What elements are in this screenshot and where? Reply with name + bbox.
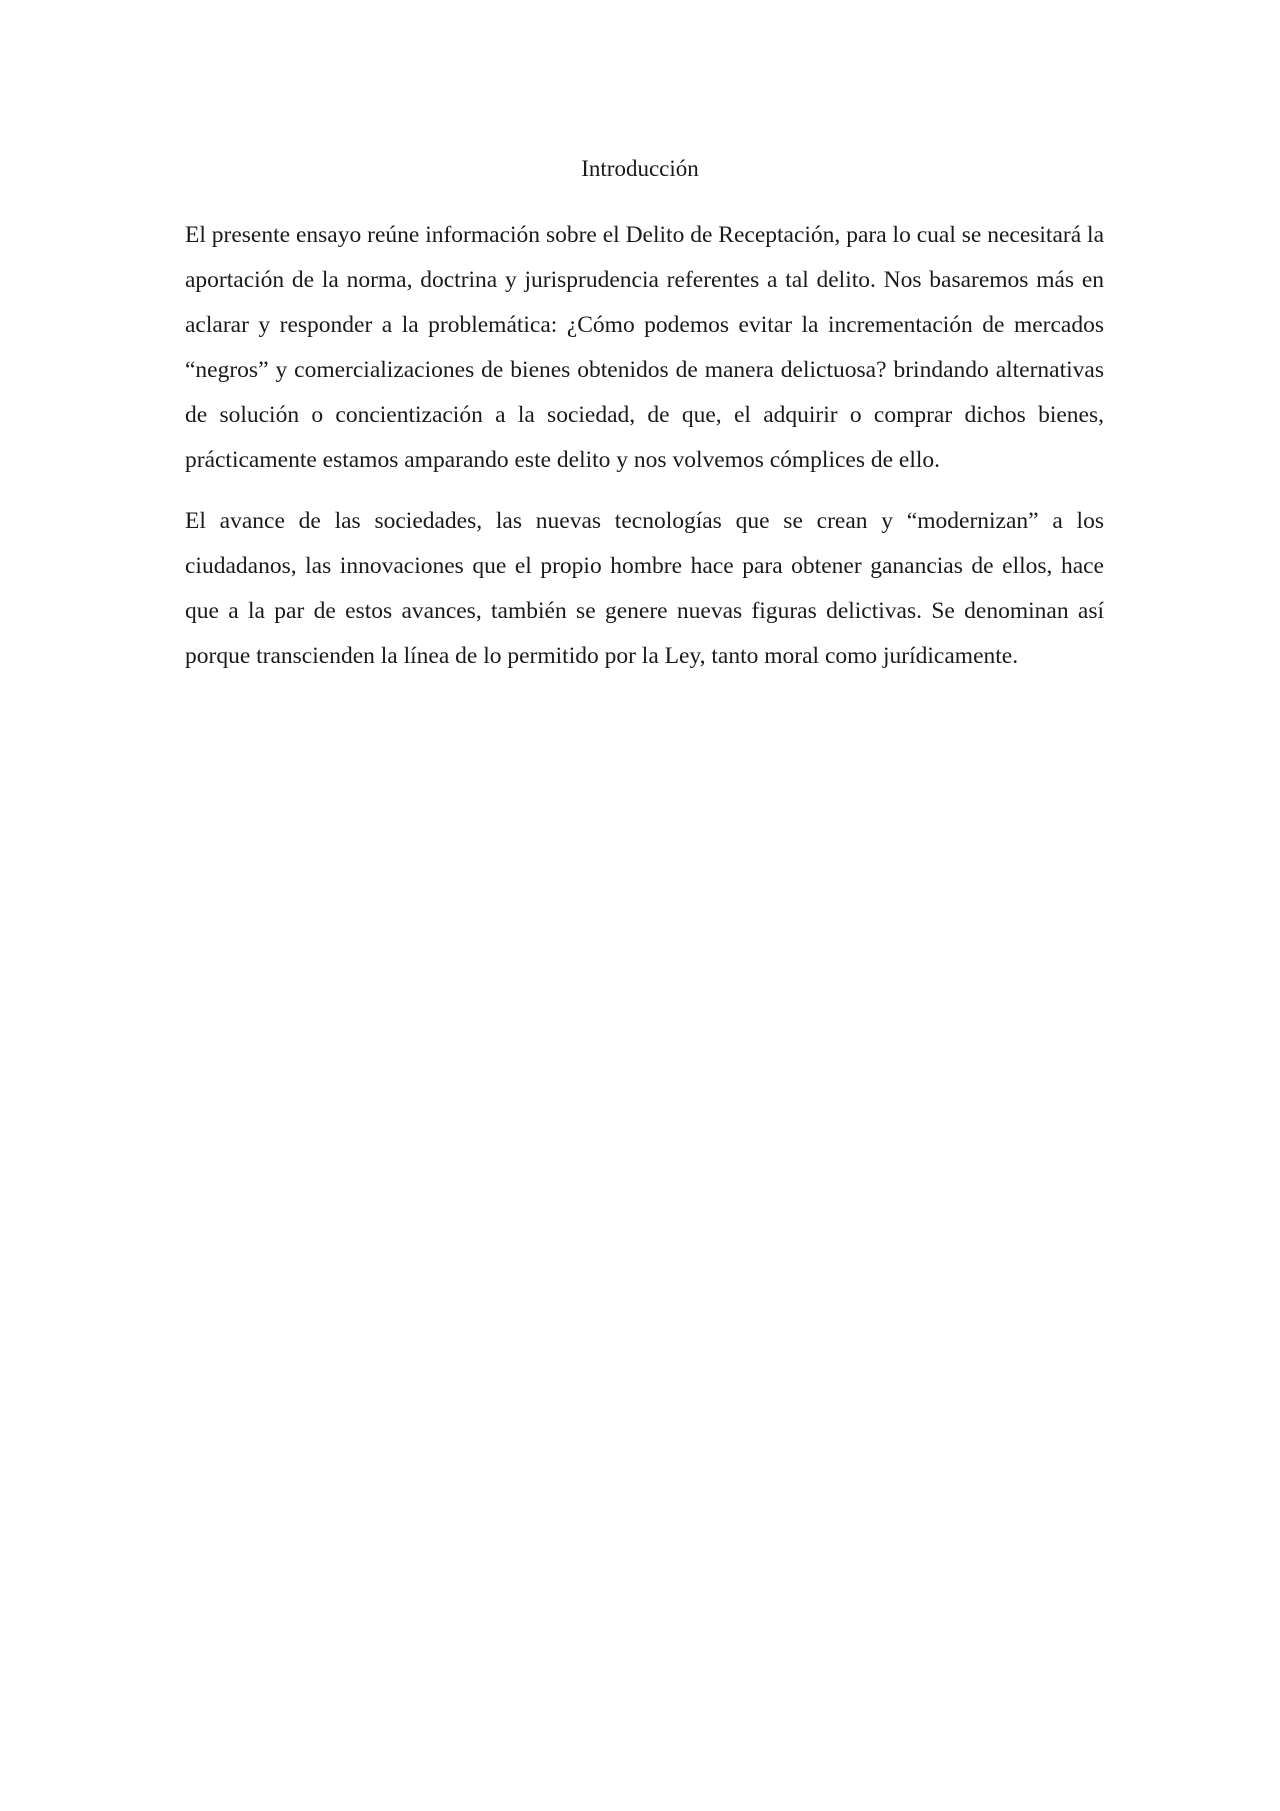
body-text: [185, 213, 1104, 695]
paragraph-1: El presente ensayo reúne información sobre el Delito de Receptación, para lo cual se necesitará la aportación de la norma, doctrina y jurisprudencia referentes a tal delito. Nos basaremos más en aclarar y responder a la problemática: ¿Cómo podemos evitar la incrementación de mercados “negros” y comercializaciones de bienes obtenidos de manera delictuosa? brindando alternativas de solución o concientización a la sociedad, de que, el adquirir o comprar dichos bienes, prácticamente estamos amparando este delito y nos volvemos cómplices de ello.: [185, 222, 1104, 473]
page-title: Introducción: [581, 156, 699, 181]
paragraph-2: El avance de las sociedades, las nuevas tecnologías que se crean y “modernizan” a los ciudadanos, las innovaciones que el propio hombre hace para obtener ganancias de ellos, hace que a la par de estos avances, también se genere nuevas figuras delictivas. Se denominan así porque transcienden la línea de lo permitido por la Ley, tanto moral como jurídicamente.: [185, 508, 1104, 669]
